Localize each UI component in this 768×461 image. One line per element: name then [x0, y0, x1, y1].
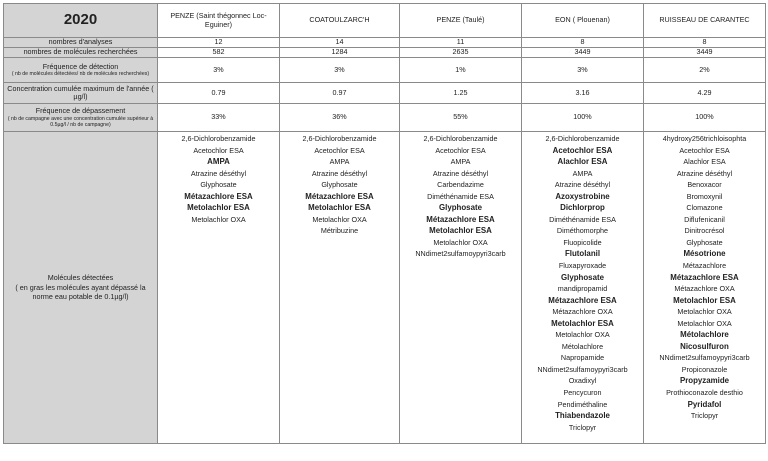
molecule-item: Atrazine déséthyl [311, 168, 368, 178]
molecule-item: Diméthomorphe [556, 226, 609, 236]
molecule-item: Métazachlore ESA [670, 272, 739, 282]
row-label: nombres d'analyses [4, 38, 158, 48]
molecule-item: Bromoxynil [686, 191, 723, 201]
molecule-item: Clomazone [686, 203, 723, 213]
table-cell: 11 [400, 38, 522, 48]
molecule-item: Triclopyr [690, 411, 719, 421]
header-row [4, 4, 766, 38]
molecule-item: Prothioconazole desthio [666, 388, 743, 398]
molecule-item: Pyridafol [687, 399, 722, 409]
molecule-item: Métribuzine [320, 226, 359, 236]
row-label-main: Fréquence de dépassement [35, 106, 126, 116]
molecule-item: Atrazine déséthyl [432, 168, 489, 178]
molecule-item: Atrazine déséthyl [190, 168, 247, 178]
molecule-item: Propyzamide [679, 376, 730, 386]
molecule-item: Metolachlor ESA [429, 226, 492, 236]
table-cell: 3449 [522, 48, 644, 58]
table-row [4, 104, 766, 132]
molecule-item: 4hydroxy256trichloisophta [662, 134, 747, 143]
table-cell: 0.79 [158, 83, 280, 104]
table-row [4, 58, 766, 83]
table-cell: 33% [158, 104, 280, 132]
molecule-item: Acetochlor ESA [193, 145, 244, 155]
molecule-item: NNdimet2sulfamoypyri3carb [537, 364, 628, 374]
table-cell: 582 [158, 48, 280, 58]
molecules-label-cell [4, 132, 158, 444]
molecule-item: AMPA [572, 168, 593, 178]
molecule-item: Benoxacor [687, 180, 722, 190]
molecule-item: Metolachlor ESA [551, 318, 614, 328]
table-cell: 1.25 [400, 83, 522, 104]
molecule-item: Metolachlor OXA [191, 214, 246, 224]
table-row [4, 38, 766, 48]
table-cell: 100% [522, 104, 644, 132]
row-label: Concentration cumulée maximum de l'année ( µg/l) [4, 83, 158, 104]
molecules-row [4, 132, 766, 444]
molecule-list [400, 132, 522, 444]
molecule-list [522, 132, 644, 444]
molecule-item: Oxadixyl [568, 376, 597, 386]
molecule-item: Metolachlor ESA [187, 203, 250, 213]
molecule-item: Fluopicolide [563, 237, 602, 247]
molecule-item: Acetochlor ESA [314, 145, 365, 155]
row-label: nombres de molécules recherchées [4, 48, 158, 58]
table-cell: 0.97 [280, 83, 400, 104]
molecule-item: Métazachlore OXA [552, 307, 613, 317]
molecule-item: Glyphosate [321, 180, 358, 190]
molecule-item: 2,6-Dichlorobenzamide [181, 134, 256, 143]
molecule-item: Metolachlor OXA [312, 214, 367, 224]
molecule-item: Diméthénamide ESA [427, 191, 494, 201]
table-cell: 14 [280, 38, 400, 48]
molecule-item: Propiconazole [681, 364, 728, 374]
table-row [4, 83, 766, 104]
molecules-label: Molécules détectées [47, 273, 114, 283]
molecule-item: Thiabendazole [555, 411, 610, 421]
molecule-item: NNdimet2sulfamoypyri3carb [415, 249, 506, 259]
molecule-item: Carbendazime [437, 180, 484, 190]
molecule-item: Pencycuron [563, 388, 602, 398]
molecule-item: Metolachlor OXA [677, 307, 732, 317]
molecule-item: Fluxapyroxade [558, 261, 607, 271]
row-label-sub: ( nb de campagne avec une concentration cumulée supérieur à 0.5µg/l / nb de campagne) [7, 115, 154, 128]
molecule-item: Triclopyr [568, 422, 597, 432]
molecule-item: Atrazine déséthyl [676, 168, 733, 178]
molecule-item: Métazachlore ESA [305, 191, 374, 201]
molecule-item: Azoxystrobine [555, 191, 610, 201]
molecule-list [644, 132, 766, 444]
column-header: RUISSEAU DE CARANTEC [644, 4, 766, 38]
molecule-item: AMPA [207, 157, 230, 167]
molecules-sublabel: ( en gras les molécules ayant dépassé la norme eau potable de 0.1µg/l) [15, 282, 146, 302]
row-label-main: Fréquence de détection [42, 61, 119, 71]
column-header: PENZE (Taulé) [400, 4, 522, 38]
molecule-item: Flutolanil [564, 249, 601, 259]
row-label [4, 58, 158, 83]
molecule-item: Acetochlor ESA [679, 145, 730, 155]
molecule-item: Napropamide [560, 353, 605, 363]
molecule-item: Métazachlore [682, 261, 727, 271]
molecule-item: AMPA [329, 157, 350, 167]
molecule-item: Glyphosate [439, 203, 482, 213]
molecule-item: Metolachlor OXA [677, 318, 732, 328]
molecule-item: Metolachlor OXA [433, 237, 488, 247]
molecule-item: Dichlorprop [560, 203, 605, 213]
table-row [4, 48, 766, 58]
molecule-item: Mésotrione [683, 249, 726, 259]
molecule-list [280, 132, 400, 444]
column-header: PENZE (Saint thégonnec Loc-Eguiner) [158, 4, 280, 38]
molecule-item: AMPA [450, 157, 471, 167]
table-cell: 1% [400, 58, 522, 83]
molecule-item: Metolachlor ESA [308, 203, 371, 213]
table-cell: 3% [158, 58, 280, 83]
molecule-list [158, 132, 280, 444]
table-cell: 3449 [644, 48, 766, 58]
molecule-item: Atrazine déséthyl [554, 180, 611, 190]
table-cell: 8 [644, 38, 766, 48]
table-cell: 3.16 [522, 83, 644, 104]
molecule-item: Alachlor ESA [683, 157, 726, 167]
pesticide-table [3, 3, 766, 444]
year-cell: 2020 [4, 4, 158, 38]
molecule-item: Nicosulfuron [680, 341, 729, 351]
molecule-item: Acetochlor ESA [552, 145, 613, 155]
row-label [4, 104, 158, 132]
table-cell: 36% [280, 104, 400, 132]
table-cell: 100% [644, 104, 766, 132]
table-cell: 2635 [400, 48, 522, 58]
table-cell: 1284 [280, 48, 400, 58]
molecule-item: Métazachlore OXA [674, 284, 735, 294]
molecule-item: 2,6-Dichlorobenzamide [302, 134, 377, 143]
molecule-item: Métazachlore ESA [548, 295, 617, 305]
column-header: EON ( Plouenan) [522, 4, 644, 38]
column-header: COATOULZARC'H [280, 4, 400, 38]
molecule-item: Alachlor ESA [557, 157, 608, 167]
molecule-item: Diméthénamide ESA [549, 214, 616, 224]
molecule-item: Glyphosate [200, 180, 237, 190]
table-cell: 12 [158, 38, 280, 48]
table-cell: 8 [522, 38, 644, 48]
molecule-item: Métazachlore ESA [426, 214, 495, 224]
table-cell: 3% [522, 58, 644, 83]
table-cell: 55% [400, 104, 522, 132]
molecule-item: Metolachlor OXA [555, 330, 610, 340]
table-cell: 4.29 [644, 83, 766, 104]
molecule-item: Métolachlore [680, 330, 729, 340]
molecule-item: Glyphosate [561, 272, 604, 282]
molecule-item: Métolachlore [561, 341, 604, 351]
molecule-item: Metolachlor ESA [673, 295, 736, 305]
molecule-item: Diflufenicanil [684, 214, 725, 224]
molecule-item: Glyphosate [686, 237, 723, 247]
table-cell: 2% [644, 58, 766, 83]
molecule-item: NNdimet2sulfamoypyri3carb [659, 353, 750, 363]
molecule-item: 2,6-Dichlorobenzamide [423, 134, 498, 143]
molecule-item: Acetochlor ESA [435, 145, 486, 155]
molecule-item: 2,6-Dichlorobenzamide [545, 134, 620, 143]
molecule-item: Dinitrocrésol [684, 226, 725, 236]
molecule-item: mandipropamid [557, 284, 608, 294]
molecule-item: Pendiméthaline [557, 399, 608, 409]
row-label-sub: ( nb de molécules détectées/ nb de molécules recherchées) [11, 71, 150, 78]
table-cell: 3% [280, 58, 400, 83]
molecule-item: Métazachlore ESA [184, 191, 253, 201]
